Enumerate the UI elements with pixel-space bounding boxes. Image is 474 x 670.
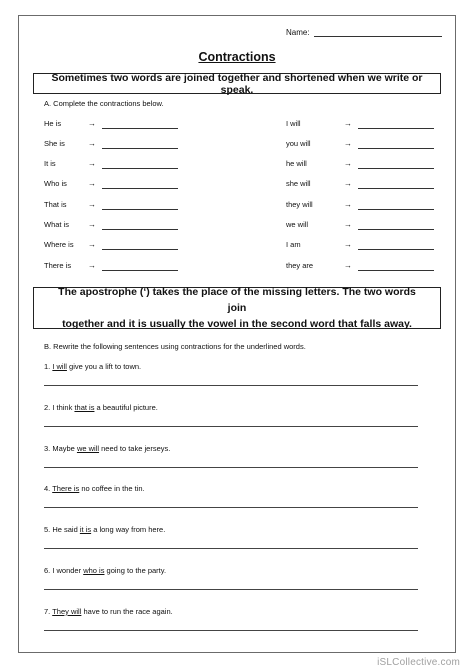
sentence-2 xyxy=(44,403,158,412)
arrow-icon: → xyxy=(344,138,352,148)
contraction-row-left xyxy=(44,159,178,169)
intro-box xyxy=(33,73,441,94)
answer-blank[interactable] xyxy=(102,182,178,189)
contraction-row-right xyxy=(286,240,434,250)
contraction-word: you will xyxy=(286,138,311,148)
contraction-row-right xyxy=(286,159,434,169)
sentence-5 xyxy=(44,525,165,534)
arrow-icon: → xyxy=(88,240,96,250)
sentence-7 xyxy=(44,607,173,616)
answer-blank[interactable] xyxy=(102,203,178,210)
sentence-text: 4. xyxy=(44,484,53,494)
arrow-icon: → xyxy=(88,118,96,128)
contraction-word: It is xyxy=(44,159,56,169)
underlined-words: it is xyxy=(79,525,92,535)
contraction-row-left xyxy=(44,138,178,148)
arrow-icon: → xyxy=(88,260,96,270)
arrow-icon: → xyxy=(344,118,352,128)
answer-blank[interactable] xyxy=(358,142,434,149)
sentence-text: a beautiful picture. xyxy=(94,402,158,412)
arrow-icon: → xyxy=(344,220,352,229)
underlined-words: that is xyxy=(74,402,95,412)
sentence-text: 3. Maybe xyxy=(44,443,77,453)
answer-blank[interactable] xyxy=(358,243,434,250)
arrow-icon: → xyxy=(88,220,96,229)
contraction-word: There is xyxy=(44,260,72,270)
sentence-text: 7. xyxy=(44,606,53,616)
contraction-word: they are xyxy=(286,260,314,270)
arrow-icon: → xyxy=(344,199,352,209)
underlined-words: They will xyxy=(52,606,82,616)
answer-blank[interactable] xyxy=(102,223,178,230)
arrow-icon: → xyxy=(344,159,352,169)
contraction-row-right xyxy=(286,220,434,230)
sentence-text: need to take jerseys. xyxy=(99,443,171,453)
contraction-word: Where is xyxy=(44,240,74,250)
contraction-row-right xyxy=(286,260,434,270)
contraction-word: Who is xyxy=(44,179,67,189)
sentence-text: 1. xyxy=(44,362,53,371)
rule-line-2: together and it is usually the vowel in the second word that falls away. xyxy=(62,318,412,330)
answer-line[interactable] xyxy=(44,385,418,386)
sentence-text: 5. He said xyxy=(44,525,80,535)
intro-text: Sometimes two words are joined together and shortened when we write or speak. xyxy=(51,71,423,96)
answer-blank[interactable] xyxy=(102,264,178,271)
answer-blank[interactable] xyxy=(358,182,434,189)
contraction-row-left xyxy=(44,118,178,128)
sentence-text: 6. I wonder xyxy=(44,566,84,575)
answer-blank[interactable] xyxy=(102,162,178,169)
answer-blank[interactable] xyxy=(358,162,434,169)
contraction-row-right xyxy=(286,118,434,128)
answer-blank[interactable] xyxy=(358,203,434,210)
watermark: iSLCollective.com xyxy=(377,657,460,668)
answer-blank[interactable] xyxy=(358,264,434,271)
contraction-word: we will xyxy=(286,220,309,229)
contraction-row-right xyxy=(286,199,434,209)
page-title: Contractions xyxy=(198,50,276,64)
contraction-row-left xyxy=(44,240,178,250)
arrow-icon: → xyxy=(88,179,96,189)
sentence-text: going to the party. xyxy=(104,566,167,575)
contraction-word: She is xyxy=(44,138,65,148)
underlined-words: There is xyxy=(52,484,80,494)
sentence-text: no coffee in the tin. xyxy=(79,484,145,494)
contraction-word: she will xyxy=(286,179,311,189)
underlined-words: we will xyxy=(76,443,100,453)
arrow-icon: → xyxy=(88,138,96,148)
answer-line[interactable] xyxy=(44,507,418,508)
worksheet-border xyxy=(18,15,456,653)
section-a-instruction: A. Complete the contractions below. xyxy=(44,99,164,108)
arrow-icon: → xyxy=(88,159,96,169)
name-field[interactable] xyxy=(286,28,442,37)
answer-line[interactable] xyxy=(44,589,418,590)
answer-line[interactable] xyxy=(44,630,418,631)
contraction-row-right xyxy=(286,138,434,148)
sentence-text: 2. I think xyxy=(44,402,75,412)
underlined-words: I will xyxy=(52,362,67,371)
answer-blank[interactable] xyxy=(102,243,178,250)
contraction-word: He is xyxy=(44,118,62,128)
contraction-row-right xyxy=(286,179,434,189)
contraction-word: they will xyxy=(286,199,313,209)
sentence-text: have to run the race again. xyxy=(81,606,173,616)
sentence-3 xyxy=(44,444,170,453)
contraction-word: he will xyxy=(286,159,307,169)
contraction-word: That is xyxy=(44,199,67,209)
sentence-text: a long way from here. xyxy=(91,525,166,535)
name-label: Name: xyxy=(286,28,310,37)
section-b-instruction: B. Rewrite the following sentences using contractions for the underlined words. xyxy=(44,342,306,351)
contraction-row-left xyxy=(44,220,178,230)
contraction-row-left xyxy=(44,199,178,209)
answer-line[interactable] xyxy=(44,426,418,427)
arrow-icon: → xyxy=(344,179,352,189)
contraction-row-left xyxy=(44,179,178,189)
contraction-row-left xyxy=(44,260,178,270)
answer-blank[interactable] xyxy=(358,223,434,230)
arrow-icon: → xyxy=(88,199,96,209)
answer-blank[interactable] xyxy=(102,142,178,149)
name-blank-line[interactable] xyxy=(314,28,442,37)
sentence-4 xyxy=(44,484,145,493)
rule-box xyxy=(33,287,441,329)
sentence-6 xyxy=(44,566,166,575)
arrow-icon: → xyxy=(344,260,352,270)
answer-blank[interactable] xyxy=(358,122,434,129)
contraction-word: What is xyxy=(44,220,70,229)
answer-line[interactable] xyxy=(44,548,418,549)
sentence-1 xyxy=(44,362,141,371)
contraction-word: I am xyxy=(286,240,301,250)
answer-line[interactable] xyxy=(44,467,418,468)
underlined-words: who is xyxy=(83,566,105,575)
rule-line-1: The apostrophe (‘) takes the place of the missing letters. The two words join xyxy=(58,286,416,314)
arrow-icon: → xyxy=(344,240,352,250)
answer-blank[interactable] xyxy=(102,122,178,129)
sentence-text: give you a lift to town. xyxy=(66,362,142,371)
contraction-word: I will xyxy=(286,118,301,128)
